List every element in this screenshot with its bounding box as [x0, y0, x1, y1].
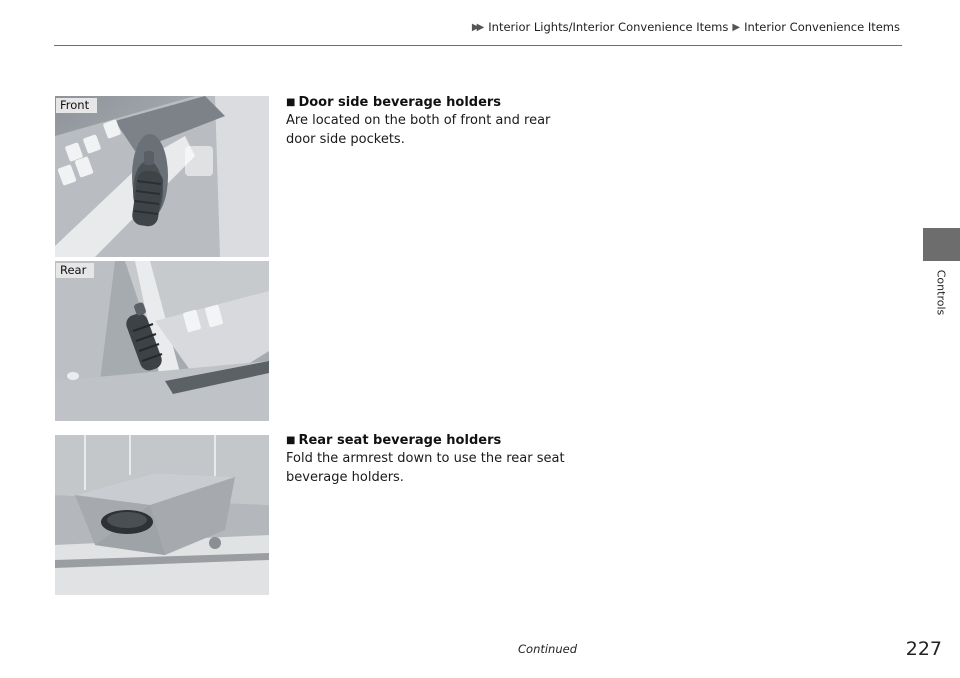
square-bullet-icon: ■	[286, 97, 296, 108]
double-arrow-icon: ▶▶	[471, 21, 482, 33]
breadcrumb-item-current[interactable]: Interior Convenience Items	[744, 20, 900, 34]
section-heading-rear-seat	[286, 432, 586, 449]
header-divider	[54, 45, 902, 46]
arrow-icon: ▶	[732, 21, 738, 33]
door-side-holders-section	[286, 94, 586, 149]
rear-seat-illustration	[55, 435, 269, 595]
rear-door-image	[55, 261, 269, 421]
rear-door-illustration	[55, 261, 269, 421]
chapter-label-text: Controls	[934, 269, 948, 315]
section-body-door-side: Are located on the both of front and rear door side pockets.	[286, 113, 551, 147]
chapter-label	[931, 262, 951, 322]
breadcrumb-item-parent[interactable]: Interior Lights/Interior Convenience Items	[488, 20, 729, 34]
rear-seat-image	[55, 435, 269, 595]
square-bullet-icon: ■	[286, 435, 296, 446]
front-door-image	[55, 96, 269, 257]
page-number: 227	[905, 638, 942, 660]
section-body-rear-seat: Fold the armrest down to use the rear seat beverage holders.	[286, 451, 565, 485]
continued-note: Continued	[518, 642, 578, 656]
chapter-tab[interactable]	[923, 228, 960, 261]
section-heading-text: Door side beverage holders	[298, 95, 502, 110]
rear-seat-holders-section	[286, 432, 586, 487]
breadcrumb	[472, 20, 900, 34]
section-heading-text: Rear seat beverage holders	[298, 433, 502, 448]
front-door-illustration	[55, 96, 269, 257]
rear-label: Rear	[56, 263, 94, 278]
section-heading-door-side	[286, 94, 586, 111]
front-label: Front	[56, 98, 97, 113]
